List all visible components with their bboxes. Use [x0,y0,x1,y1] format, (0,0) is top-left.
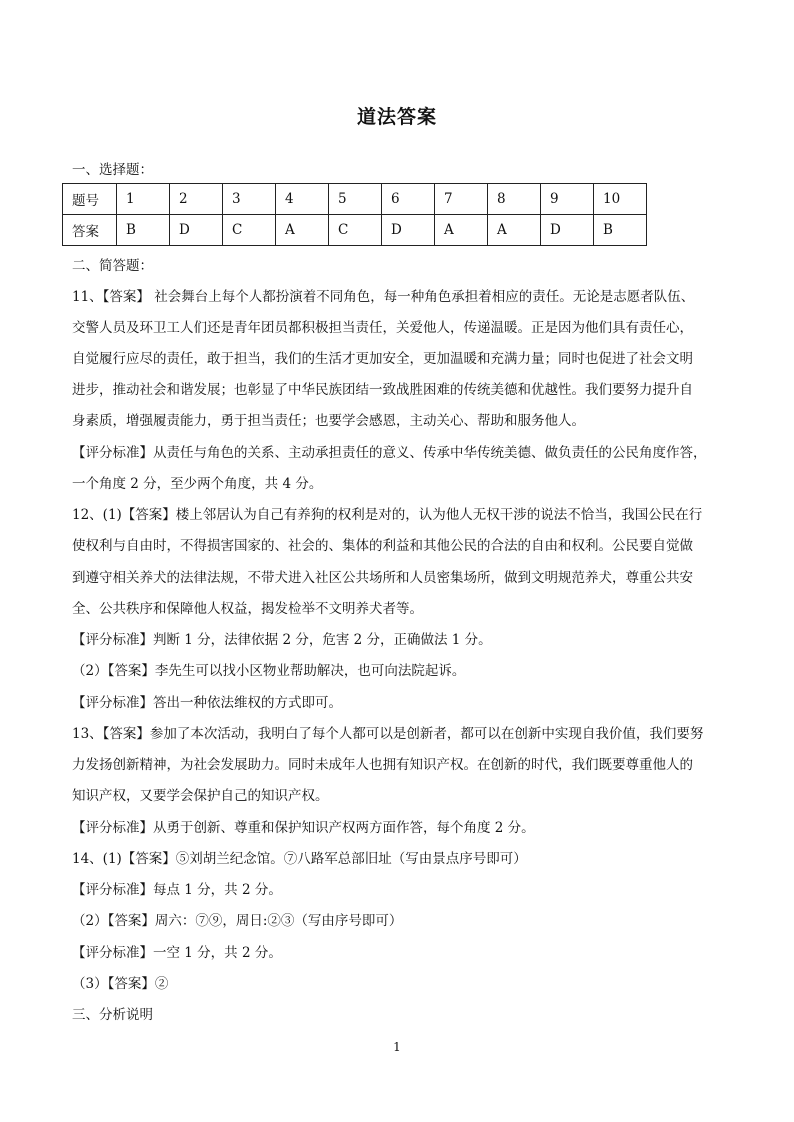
question-number-cell: 7 [435,184,488,215]
page-title: 道法答案 [356,106,437,128]
text-line: 【评分标准】从责任与角色的关系、主动承担责任的意义、传承中华传统美德、做负责任的公民角度作答， [72,445,707,461]
text-line: 到遵守相关养犬的法律法规，不带犬进入社区公共场所和人员密集场所，做到文明规范养犬，尊重公共安 [72,570,693,586]
table-row-numbers [63,184,647,215]
section-heading-analysis: 三、分析说明 [72,1007,153,1023]
text-line: 12、(1)【答案】楼上邻居认为自己有养狗的权利是对的，认为他人无权干涉的说法不恰当，我国公民在行 [72,507,703,523]
text-line: 身素质，增强履责能力，勇于担当责任；也要学会感恩，主动关心、帮助和服务他人。 [72,413,585,429]
text-line: 力发扬创新精神，为社会发展助力。同时未成年人也拥有知识产权。在创新的时代，我们既要尊重他人的 [72,757,693,773]
table-row-answers [63,215,647,246]
page-number: 1 [393,1040,401,1054]
text-line: 【评分标准】每点 1 分，共 2 分。 [72,882,282,898]
text-line: 自觉履行应尽的责任，敢于担当，我们的生活才更加安全，更加温暖和充满力量；同时也促进了社会文明 [72,351,693,367]
answer-cell: D [541,215,594,246]
text-line: （2）【答案】周六：⑦⑨，周日:②③（写由序号即可） [72,913,403,929]
section-heading-choice: 一、选择题： [72,162,153,178]
question-number-cell: 9 [541,184,594,215]
answer-cell: C [329,215,382,246]
answer-cell: D [382,215,435,246]
text-line: 13、【答案】参加了本次活动，我明白了每个人都可以是创新者，都可以在创新中实现自我价值，我们要努 [72,726,704,742]
question-number-cell: 8 [488,184,541,215]
answer-cell: A [435,215,488,246]
text-line: 知识产权，又要学会保护自己的知识产权。 [72,788,329,804]
answer-cell: A [276,215,329,246]
table-header-cell: 题号 [63,184,117,215]
question-number-cell: 5 [329,184,382,215]
text-line: （3）【答案】② [72,976,169,992]
text-line: 使权利与自由时，不得损害国家的、社会的、集体的利益和其他公民的合法的自由和权利。公民要自觉做 [72,538,693,554]
question-number-cell: 10 [594,184,647,215]
answer-cell: A [488,215,541,246]
answer-cell: C [223,215,276,246]
text-line: 【评分标准】答出一种依法维权的方式即可。 [72,695,342,711]
text-line: 交警人员及环卫工人们还是青年团员都积极担当责任，关爱他人，传递温暖。正是因为他们具有责任心， [72,320,693,336]
text-line: （2）【答案】李先生可以找小区物业帮助解决，也可向法院起诉。 [72,663,466,679]
text-line: 14、(1)【答案】⑤刘胡兰纪念馆。⑦八路军总部旧址（写由景点序号即可） [72,851,527,867]
text-line: 【评分标准】判断 1 分，法律依据 2 分，危害 2 分，正确做法 1 分。 [72,632,492,648]
answer-cell: B [594,215,647,246]
answer-cell: B [117,215,170,246]
text-line: 进步，推动社会和谐发展；也彰显了中华民族团结一致战胜困难的传统美德和优越性。我们要努力提升自 [72,382,693,398]
question-number-cell: 3 [223,184,276,215]
question-number-cell: 1 [117,184,170,215]
answer-cell: D [170,215,223,246]
question-number-cell: 4 [276,184,329,215]
text-line: 全、公共秩序和保障他人权益，揭发检举不文明养犬者等。 [72,601,423,617]
table-header-cell: 答案 [63,215,117,246]
question-number-cell: 2 [170,184,223,215]
text-line: 11、【答案】 社会舞台上每个人都扮演着不同角色，每一种角色承担着相应的责任。无论是志愿者队伍、 [72,289,695,305]
answer-table [62,183,647,246]
question-number-cell: 6 [382,184,435,215]
text-line: 【评分标准】从勇于创新、尊重和保护知识产权两方面作答，每个角度 2 分。 [72,820,535,836]
section-heading-short: 二、简答题： [72,258,153,274]
text-line: 【评分标准】一空 1 分，共 2 分。 [72,945,282,961]
text-line: 一个角度 2 分，至少两个角度，共 4 分。 [72,476,323,492]
